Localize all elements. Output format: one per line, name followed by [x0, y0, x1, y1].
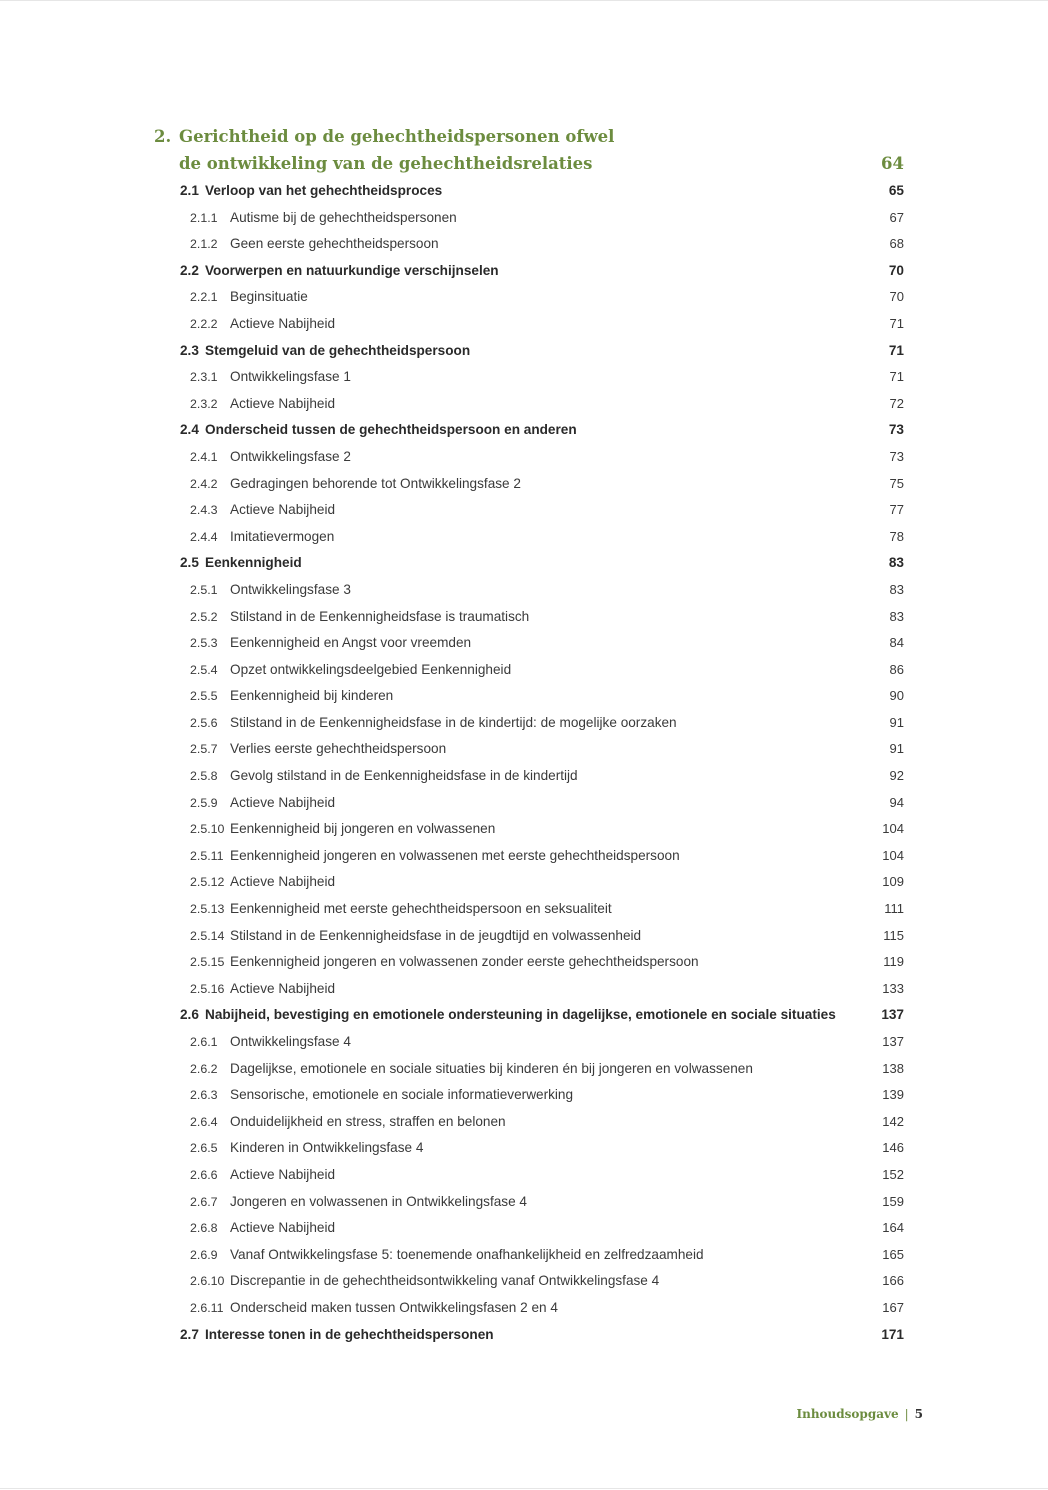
toc-section-row[interactable]	[180, 1002, 904, 1029]
toc-entry-number: 2.2	[180, 262, 199, 278]
top-border	[0, 0, 1048, 1]
toc-entry-number: 2.5.13	[190, 902, 225, 917]
toc-entry-title: Stilstand in de Eenkennigheidsfase is traumatisch	[230, 608, 530, 624]
toc-entry-page: 71	[889, 369, 904, 385]
toc-entry-title: Autisme bij de gehechtheidspersonen	[230, 209, 457, 225]
toc-entry-title: Ontwikkelingsfase 1	[230, 369, 351, 385]
toc-subsection-row[interactable]	[180, 976, 904, 1003]
toc-entry-number: 2.5	[180, 555, 199, 571]
toc-entry-title: Voorwerpen en natuurkundige verschijnselen	[205, 262, 499, 278]
toc-entry-number: 2.6.6	[190, 1167, 218, 1182]
toc-entry-page: 84	[889, 635, 904, 651]
toc-entry-page: 119	[883, 954, 904, 970]
toc-entry-number: 2.4.4	[190, 529, 218, 544]
toc-entry-number: 2.6.10	[190, 1274, 225, 1289]
toc-entry-number: 2.5.2	[190, 609, 218, 624]
toc-entry-page: 75	[889, 475, 904, 491]
toc-subsection-row[interactable]	[180, 923, 904, 950]
toc-entry-number: 2.4.2	[190, 476, 218, 491]
toc-subsection-row[interactable]	[180, 577, 904, 604]
toc-entry-page: 68	[889, 236, 904, 252]
toc-entry-page: 94	[889, 794, 904, 810]
toc-subsection-row[interactable]	[180, 1109, 904, 1136]
chapter-page-number: 64	[881, 154, 904, 173]
toc-entry-number: 2.5.15	[190, 955, 225, 970]
toc-entry-title: Sensorische, emotionele en sociale informatieverwerking	[230, 1087, 574, 1103]
toc-subsection-row[interactable]	[180, 1215, 904, 1242]
toc-entry-title: Dagelijkse, emotionele en sociale situaties bij kinderen én bij jongeren en volwassenen	[230, 1060, 753, 1076]
toc-entry-page: 72	[889, 395, 904, 411]
toc-entry-title: Beginsituatie	[230, 289, 308, 305]
toc-entry-number: 2.5.16	[190, 981, 225, 996]
toc-subsection-row[interactable]	[180, 1082, 904, 1109]
toc-entry-number: 2.6.4	[190, 1114, 218, 1129]
toc-entry-number: 2.3.2	[190, 396, 218, 411]
toc-subsection-row[interactable]	[180, 524, 904, 551]
toc-entry-page: 165	[882, 1246, 904, 1262]
toc-entry-title: Stemgeluid van de gehechtheidspersoon	[205, 342, 471, 358]
toc-entry-number: 2.5.8	[190, 769, 218, 784]
toc-entry-page: 70	[888, 262, 904, 278]
toc-entry-page: 152	[882, 1166, 904, 1182]
toc-subsection-row[interactable]	[180, 949, 904, 976]
toc-subsection-row[interactable]	[180, 869, 904, 896]
toc-entry-page: 137	[882, 1034, 904, 1049]
toc-entry-number: 2.5.4	[190, 662, 218, 677]
toc-entry-page: 71	[888, 342, 904, 358]
toc-entry-number: 2.1.2	[190, 237, 218, 252]
toc-entry-title: Eenkennigheid bij kinderen	[230, 688, 394, 704]
toc-entry-number: 2.5.11	[190, 848, 224, 863]
toc-subsection-row[interactable]	[180, 1189, 904, 1216]
toc-subsection-row[interactable]	[180, 444, 904, 471]
toc-entry-title: Eenkennigheid met eerste gehechtheidspersoon en seksualiteit	[230, 901, 612, 917]
toc-entry-page: 90	[889, 688, 904, 704]
toc-entry-page: 138	[882, 1060, 904, 1076]
toc-entry-page: 115	[883, 927, 904, 943]
toc-entry-title: Gevolg stilstand in de Eenkennigheidsfase in de kindertijd	[230, 768, 578, 784]
toc-entry-number: 2.5.3	[190, 636, 218, 651]
bottom-border	[0, 1488, 1048, 1489]
toc-entry-page: 142	[882, 1113, 904, 1129]
toc-subsection-row[interactable]	[180, 364, 904, 391]
toc-entry-number: 2.6.1	[190, 1035, 218, 1049]
toc-entry-title: Interesse tonen in de gehechtheidspersonen	[205, 1326, 494, 1342]
toc-subsection-row[interactable]	[180, 231, 904, 258]
toc-entry-title: Imitatievermogen	[230, 528, 335, 544]
toc-entry-title: Eenkennigheid jongeren en volwassenen zonder eerste gehechtheidspersoon	[230, 954, 699, 970]
toc-entry-page: 83	[888, 555, 904, 571]
toc-entry-title: Nabijheid, bevestiging en emotionele ondersteuning in dagelijkse, emotionele en sociale situaties	[205, 1007, 836, 1023]
toc-entry-page: 109	[882, 874, 904, 890]
toc-entry-number: 2.5.14	[190, 928, 225, 943]
toc-entry-title: Stilstand in de Eenkennigheidsfase in de jeugdtijd en volwassenheid	[230, 927, 642, 943]
toc-entry-number: 2.6.3	[190, 1088, 218, 1103]
toc-entry-number: 2.5.5	[190, 689, 218, 704]
toc-section-row[interactable]	[180, 417, 904, 444]
toc-entry-number: 2.3.1	[190, 370, 218, 385]
toc-subsection-row[interactable]	[180, 1295, 904, 1322]
toc-entry-page: 73	[888, 422, 904, 438]
toc-entry-title: Actieve Nabijheid	[230, 1220, 336, 1236]
toc-entry-page: 92	[889, 768, 904, 784]
toc-entry-page: 137	[881, 1007, 904, 1023]
toc-entry-page: 104	[882, 821, 904, 837]
toc-section-row[interactable]	[180, 338, 904, 365]
toc-entry-number: 2.4.1	[190, 449, 218, 464]
chapter-title-line-2: de ontwikkeling van de gehechtheidsrelaties	[179, 154, 593, 173]
toc-subsection-row[interactable]	[180, 816, 904, 843]
toc-entry-number: 2.5.6	[190, 715, 218, 730]
toc-subsection-row[interactable]	[180, 1162, 904, 1189]
toc-entry-title: Kinderen in Ontwikkelingsfase 4	[230, 1140, 424, 1156]
toc-entry-page: 104	[882, 847, 904, 863]
toc-subsection-row[interactable]	[180, 497, 904, 524]
toc-entry-title: Actieve Nabijheid	[230, 1166, 336, 1182]
toc-subsection-row[interactable]	[180, 896, 904, 923]
toc-entry-title: Actieve Nabijheid	[230, 980, 336, 996]
toc-entry-title: Geen eerste gehechtheidspersoon	[230, 236, 439, 252]
toc-section-row[interactable]	[180, 178, 904, 205]
toc-subsection-row[interactable]	[180, 763, 904, 790]
toc-subsection-row[interactable]	[180, 657, 904, 684]
toc-entry-page: 70	[889, 289, 904, 305]
toc-entry-number: 2.6.11	[190, 1300, 224, 1315]
chapter-title-line-1	[154, 124, 614, 150]
toc-entry-page: 133	[882, 980, 904, 996]
toc-section-row[interactable]	[180, 550, 904, 577]
toc-entry-number: 2.5.7	[190, 742, 218, 757]
toc-entry-title: Actieve Nabijheid	[230, 395, 336, 411]
toc-subsection-row[interactable]	[180, 471, 904, 498]
table-of-contents	[180, 178, 904, 1348]
toc-entry-number: 2.6	[180, 1007, 199, 1023]
toc-subsection-row[interactable]	[180, 710, 904, 737]
toc-entry-title: Actieve Nabijheid	[230, 874, 336, 890]
toc-entry-page: 91	[889, 741, 904, 757]
toc-entry-page: 167	[882, 1299, 904, 1315]
toc-subsection-row[interactable]	[180, 311, 904, 338]
toc-subsection-row[interactable]	[180, 630, 904, 657]
toc-entry-number: 2.2.1	[190, 290, 218, 305]
toc-entry-number: 2.6.8	[190, 1221, 218, 1236]
toc-entry-page: 77	[889, 502, 904, 518]
toc-entry-number: 2.6.7	[190, 1194, 218, 1209]
chapter-number: 2.	[154, 127, 172, 146]
toc-entry-page: 166	[882, 1273, 904, 1289]
toc-entry-page: 139	[882, 1087, 904, 1103]
toc-entry-page: 86	[889, 661, 904, 677]
toc-entry-title: Opzet ontwikkelingsdeelgebied Eenkennigheid	[230, 661, 512, 677]
toc-subsection-row[interactable]	[180, 1056, 904, 1083]
toc-entry-number: 2.5.1	[190, 582, 218, 597]
toc-subsection-row[interactable]	[180, 1268, 904, 1295]
toc-entry-title: Stilstand in de Eenkennigheidsfase in de kindertijd: de mogelijke oorzaken	[230, 714, 677, 730]
toc-subsection-row[interactable]	[180, 683, 904, 710]
toc-entry-title: Onduidelijkheid en stress, straffen en belonen	[230, 1113, 506, 1129]
toc-entry-page: 83	[889, 581, 904, 597]
toc-entry-number: 2.7	[180, 1326, 199, 1342]
page-footer	[796, 1404, 923, 1424]
toc-entry-title: Vanaf Ontwikkelingsfase 5: toenemende onafhankelijkheid en zelfredzaamheid	[230, 1246, 704, 1262]
toc-entry-page: 67	[889, 209, 904, 225]
toc-entry-title: Onderscheid tussen de gehechtheidspersoon en anderen	[205, 422, 577, 438]
toc-entry-title: Ontwikkelingsfase 2	[230, 448, 351, 464]
toc-entry-title: Ontwikkelingsfase 3	[230, 581, 351, 597]
toc-entry-title: Gedragingen behorende tot Ontwikkelingsfase 2	[230, 475, 521, 491]
toc-entry-page: 71	[889, 315, 904, 331]
footer-section-label: Inhoudsopgave	[796, 1407, 899, 1421]
toc-entry-page: 78	[889, 528, 904, 544]
toc-entry-number: 2.5.12	[190, 875, 225, 890]
footer-separator: |	[904, 1407, 909, 1421]
toc-entry-title: Eenkennigheid	[205, 555, 302, 571]
toc-entry-number: 2.3	[180, 342, 199, 358]
toc-entry-page: 73	[889, 448, 904, 464]
toc-entry-number: 2.1.1	[190, 210, 218, 225]
toc-entry-page: 146	[882, 1140, 904, 1156]
toc-entry-page: 171	[881, 1326, 904, 1342]
toc-entry-number: 2.1	[180, 183, 199, 198]
toc-entry-title: Ontwikkelingsfase 4	[230, 1034, 351, 1049]
toc-entry-page: 159	[882, 1193, 904, 1209]
toc-subsection-row[interactable]	[180, 736, 904, 763]
toc-entry-number: 2.6.9	[190, 1247, 218, 1262]
toc-section-row[interactable]	[180, 258, 904, 285]
toc-entry-page: 83	[889, 608, 904, 624]
toc-entry-page: 91	[889, 714, 904, 730]
toc-entry-title: Verloop van het gehechtheidsproces	[205, 183, 443, 198]
toc-entry-title: Discrepantie in de gehechtheidsontwikkeling vanaf Ontwikkelingsfase 4	[230, 1273, 660, 1289]
toc-subsection-row[interactable]	[180, 205, 904, 232]
toc-subsection-row[interactable]	[180, 1135, 904, 1162]
toc-entry-number: 2.2.2	[190, 316, 218, 331]
toc-entry-title: Jongeren en volwassenen in Ontwikkelingsfase 4	[230, 1193, 527, 1209]
toc-entry-title: Actieve Nabijheid	[230, 502, 336, 518]
toc-entry-title: Actieve Nabijheid	[230, 794, 336, 810]
toc-entry-title: Eenkennigheid jongeren en volwassenen met eerste gehechtheidspersoon	[230, 847, 680, 863]
toc-entry-number: 2.6.2	[190, 1061, 218, 1076]
toc-entry-page: 111	[884, 901, 904, 917]
toc-subsection-row[interactable]	[180, 1029, 904, 1056]
toc-subsection-row[interactable]	[180, 1242, 904, 1269]
toc-entry-title: Verlies eerste gehechtheidspersoon	[230, 741, 447, 757]
toc-entry-number: 2.4.3	[190, 503, 218, 518]
toc-entry-title: Onderscheid maken tussen Ontwikkelingsfasen 2 en 4	[230, 1299, 558, 1315]
toc-entry-title: Eenkennigheid bij jongeren en volwassenen	[230, 821, 496, 837]
toc-entry-number: 2.6.5	[190, 1141, 218, 1156]
toc-entry-number: 2.5.10	[190, 822, 225, 837]
toc-entry-page: 164	[882, 1220, 904, 1236]
toc-section-row[interactable]	[180, 1322, 904, 1349]
toc-subsection-row[interactable]	[180, 790, 904, 817]
toc-entry-number: 2.4	[180, 422, 199, 438]
toc-subsection-row[interactable]	[180, 843, 904, 870]
toc-entry-title: Eenkennigheid en Angst voor vreemden	[230, 635, 472, 651]
toc-subsection-row[interactable]	[180, 604, 904, 631]
toc-entry-title: Actieve Nabijheid	[230, 315, 336, 331]
footer-page-number: 5	[914, 1407, 923, 1421]
toc-subsection-row[interactable]	[180, 391, 904, 418]
chapter-title-text-1: Gerichtheid op de gehechtheidspersonen ofwel	[179, 127, 615, 146]
toc-entry-number: 2.5.9	[190, 795, 218, 810]
toc-subsection-row[interactable]	[180, 284, 904, 311]
toc-entry-page: 65	[888, 183, 904, 198]
